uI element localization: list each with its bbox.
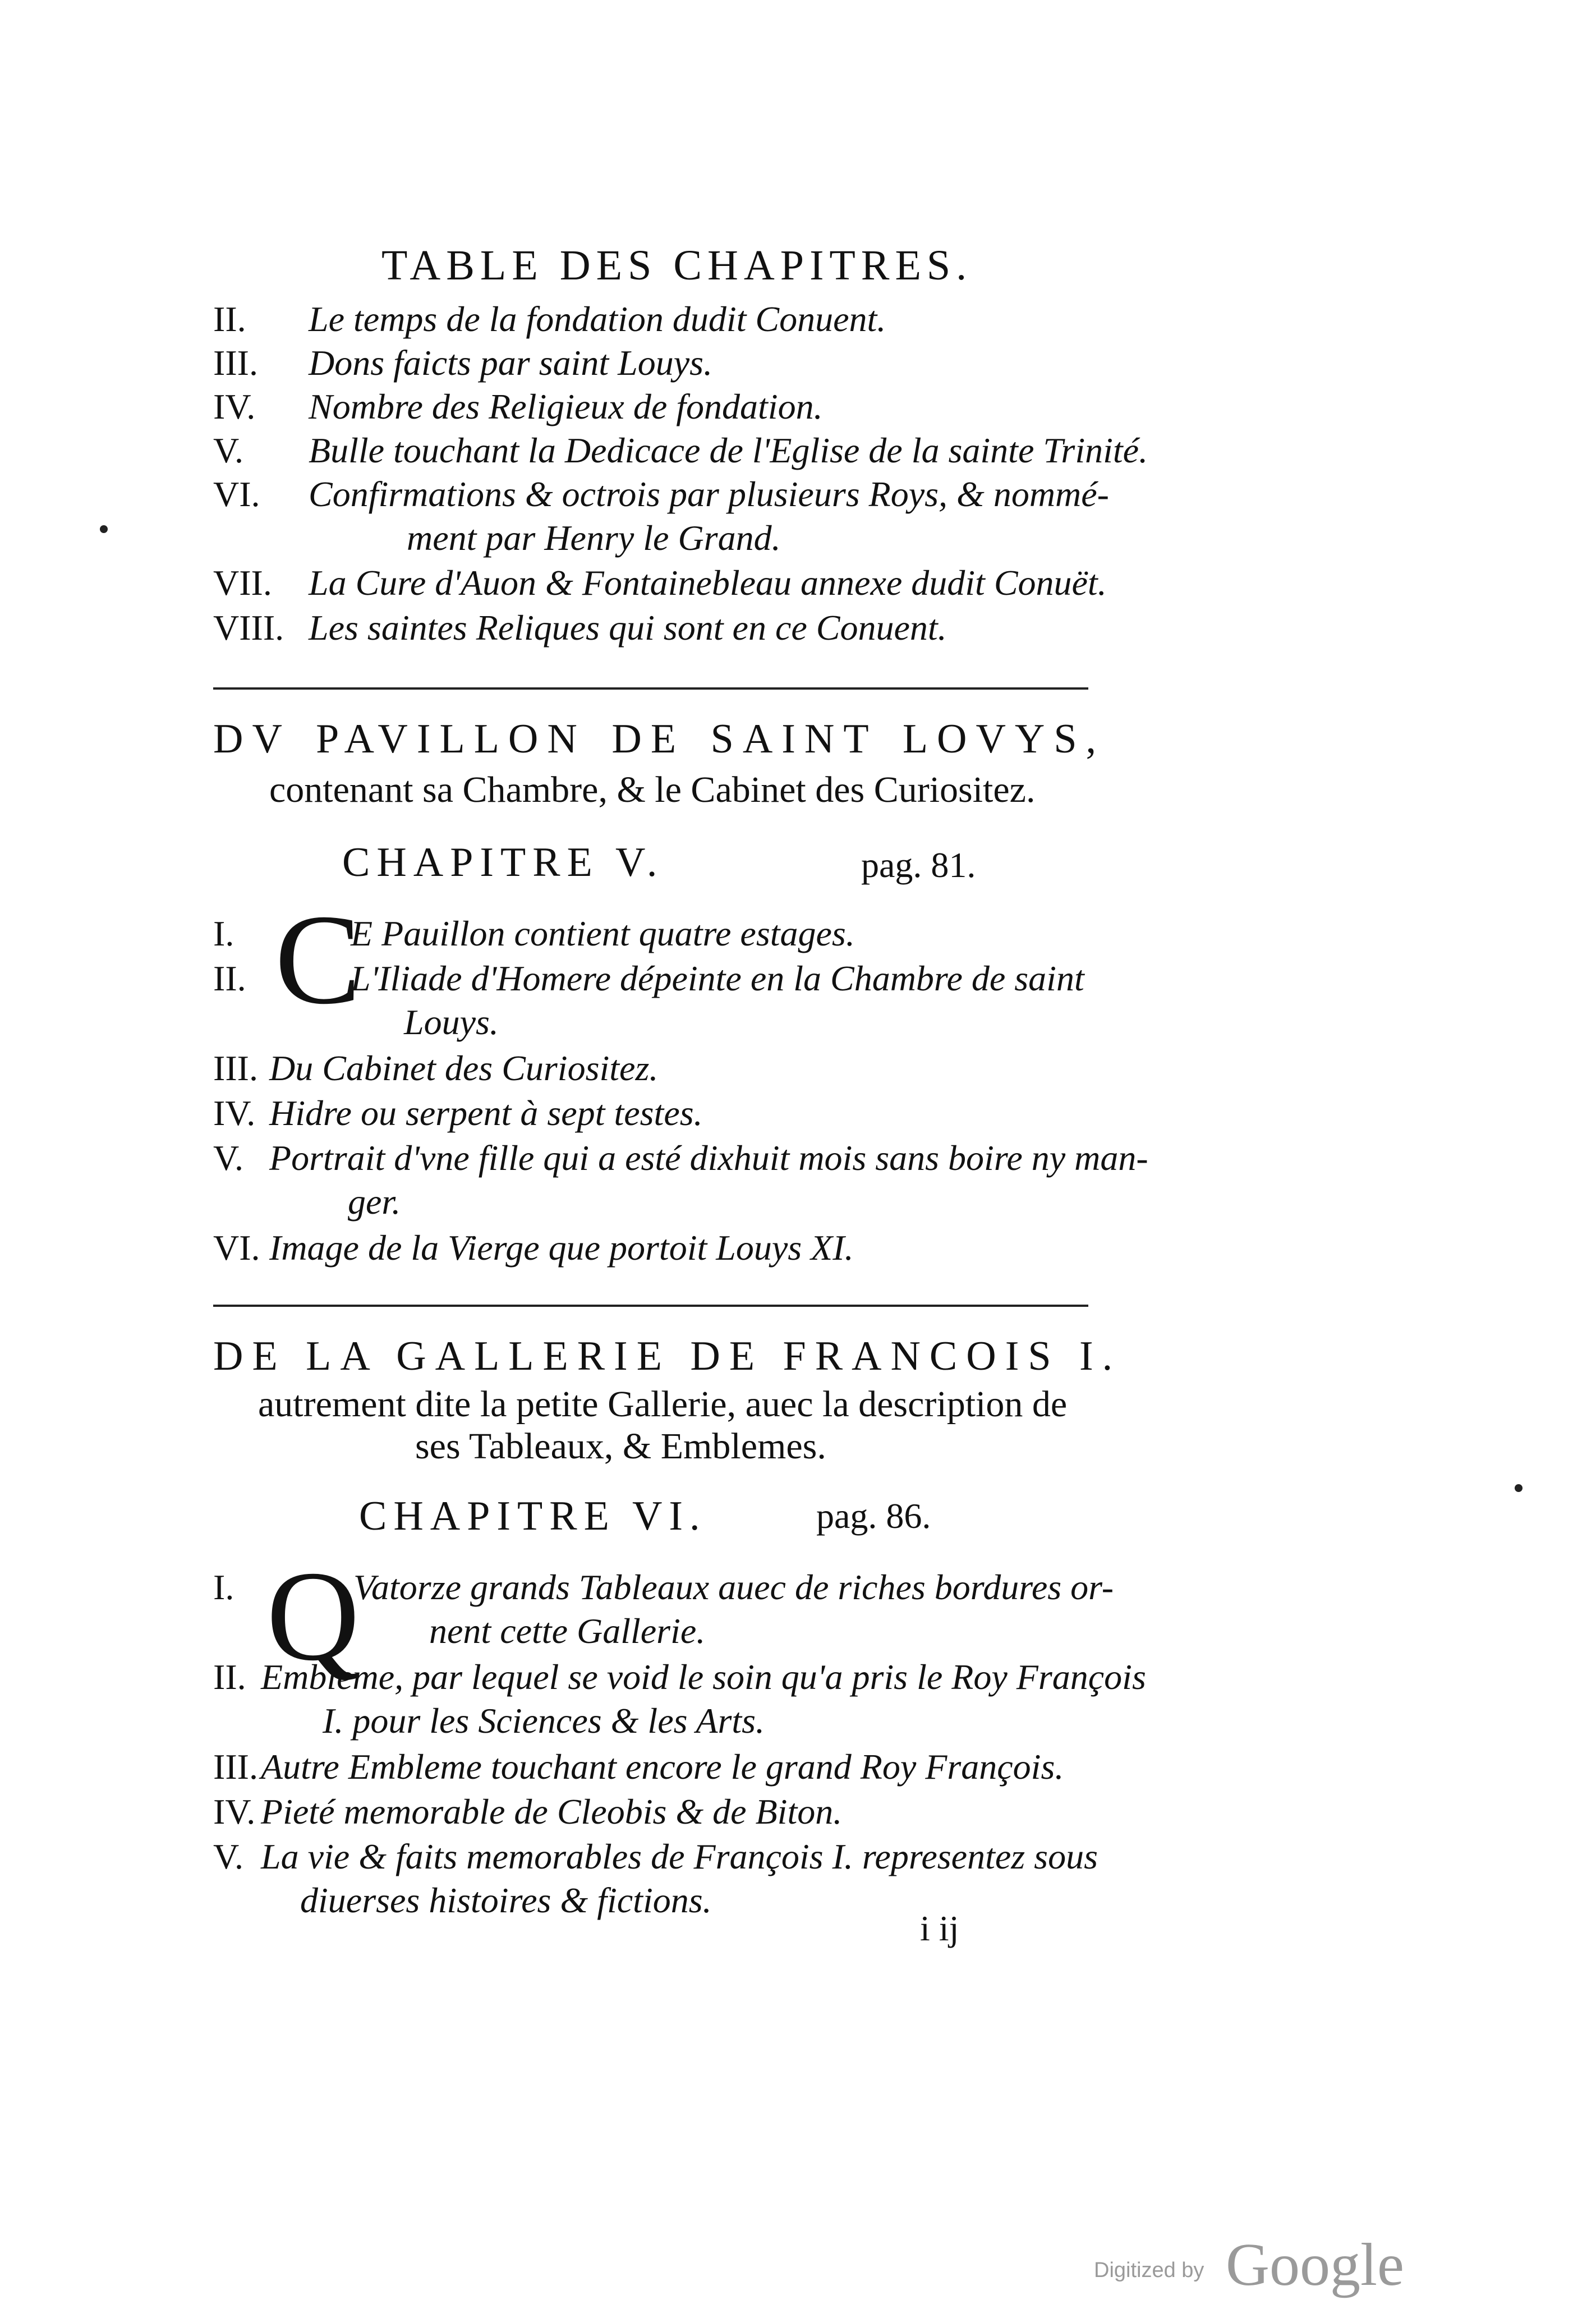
entry-continuation: nent cette Gallerie. [429, 1611, 706, 1651]
entry-number: I. [213, 1567, 234, 1607]
drop-cap: C [275, 888, 361, 1031]
entry-number: V. [213, 1138, 243, 1178]
running-head: TABLE DES CHAPITRES. [381, 242, 973, 289]
section-subtitle: autrement dite la petite Gallerie, auec la description de [258, 1384, 1068, 1425]
entry-text: Pieté memorable de Cleobis & de Biton. [261, 1792, 843, 1831]
toc-entry [213, 1136, 1156, 1224]
google-logo: Google [1226, 2232, 1404, 2298]
entry-number: VIII. [213, 608, 284, 648]
chapter-page-ref: pag. 86. [816, 1496, 931, 1536]
toc-entry [213, 912, 1156, 956]
entry-text: Bulle touchant la Dedicace de l'Eglise de la sainte Trinité. [309, 430, 1148, 470]
chapter-heading: CHAPITRE VI. [359, 1493, 707, 1539]
section-title: DE LA GALLERIE DE FRANCOIS I. [213, 1333, 1122, 1379]
entry-text: Nombre des Religieux de fondation. [309, 387, 823, 426]
entry-continuation: I. pour les Sciences & les Arts. [323, 1701, 765, 1741]
entry-continuation: ger. [348, 1182, 401, 1222]
entry-text: Hidre ou serpent à sept testes. [269, 1093, 703, 1133]
section-divider [213, 1305, 1088, 1307]
entry-text: Autre Embleme touchant encore le grand Roy François. [261, 1747, 1064, 1787]
entry-number: IV. [213, 1093, 256, 1133]
toc-entry [213, 429, 1156, 472]
section-divider [213, 687, 1088, 690]
entry-text: Les saintes Reliques qui sont en ce Conuent. [309, 608, 947, 648]
entry-continuation: diuerses histoires & fictions. [300, 1880, 712, 1920]
toc-entry [213, 606, 1156, 650]
entry-text: Portrait d'vne fille qui a esté dixhuit mois sans boire ny man- [269, 1138, 1148, 1178]
entry-number: VI. [213, 474, 260, 514]
toc-entry [213, 1046, 1156, 1090]
section-subtitle: contenant sa Chambre, & le Cabinet des Curiositez. [269, 769, 1036, 810]
entry-number: III. [213, 1747, 258, 1787]
toc-entry [213, 957, 1156, 1044]
toc-entry [213, 1655, 1156, 1743]
chapter-heading: CHAPITRE V. [342, 839, 664, 885]
toc-entry [213, 1790, 1156, 1834]
entry-text: Le temps de la fondation dudit Conuent. [309, 299, 886, 339]
gathering-signature: i ij [920, 1908, 959, 1948]
entry-text: Embleme, par lequel se void le soin qu'a pris le Roy François [261, 1657, 1146, 1697]
toc-entry [213, 1745, 1156, 1789]
entry-number: V. [213, 430, 243, 470]
toc-entry [213, 385, 1156, 429]
entry-number: II. [213, 958, 246, 998]
entry-continuation: Louys. [404, 1002, 499, 1042]
toc-entry [213, 1566, 1156, 1653]
toc-entry [213, 297, 1156, 341]
entry-number: VI. [213, 1228, 260, 1268]
entry-number: II. [213, 1657, 246, 1697]
scan-speck [100, 525, 108, 533]
entry-text: Confirmations & octrois par plusieurs Roys, & nommé- [309, 474, 1109, 514]
entry-number: IV. [213, 387, 256, 426]
entry-text: La Cure d'Auon & Fontainebleau annexe dudit Conuët. [309, 563, 1107, 603]
entry-text: Dons faicts par saint Louys. [309, 343, 713, 383]
entry-number: II. [213, 299, 246, 339]
toc-entry [213, 1835, 1156, 1922]
entry-number: IV. [213, 1792, 256, 1831]
entry-number: V. [213, 1837, 243, 1876]
entry-text: E Pauillon contient quatre estages. [351, 913, 855, 953]
digitized-by-label: Digitized by [1094, 2258, 1204, 2282]
entry-text: Image de la Vierge que portoit Louys XI. [269, 1228, 854, 1268]
toc-entry [213, 561, 1156, 605]
entry-text: Du Cabinet des Curiositez. [269, 1048, 659, 1088]
drop-cap: Q [266, 1544, 360, 1687]
toc-entry [213, 1226, 1156, 1270]
entry-text: Vatorze grands Tableaux auec de riches bordures or- [353, 1567, 1114, 1607]
section-subtitle: ses Tableaux, & Emblemes. [415, 1426, 826, 1467]
entry-number: I. [213, 913, 234, 953]
toc-entry [213, 472, 1156, 560]
toc-entry [213, 341, 1156, 385]
entry-number: VII. [213, 563, 272, 603]
section-title: DV PAVILLON DE SAINT LOVYS, [213, 716, 1105, 762]
scan-speck [1515, 1484, 1523, 1492]
toc-entry [213, 1091, 1156, 1135]
entry-number: III. [213, 343, 258, 383]
entry-text: L'Iliade d'Homere dépeinte en la Chambre de saint [351, 958, 1084, 998]
entry-continuation: ment par Henry le Grand. [407, 518, 781, 558]
entry-text: La vie & faits memorables de François I. representez sous [261, 1837, 1098, 1876]
entry-number: III. [213, 1048, 258, 1088]
chapter-page-ref: pag. 81. [861, 845, 976, 885]
